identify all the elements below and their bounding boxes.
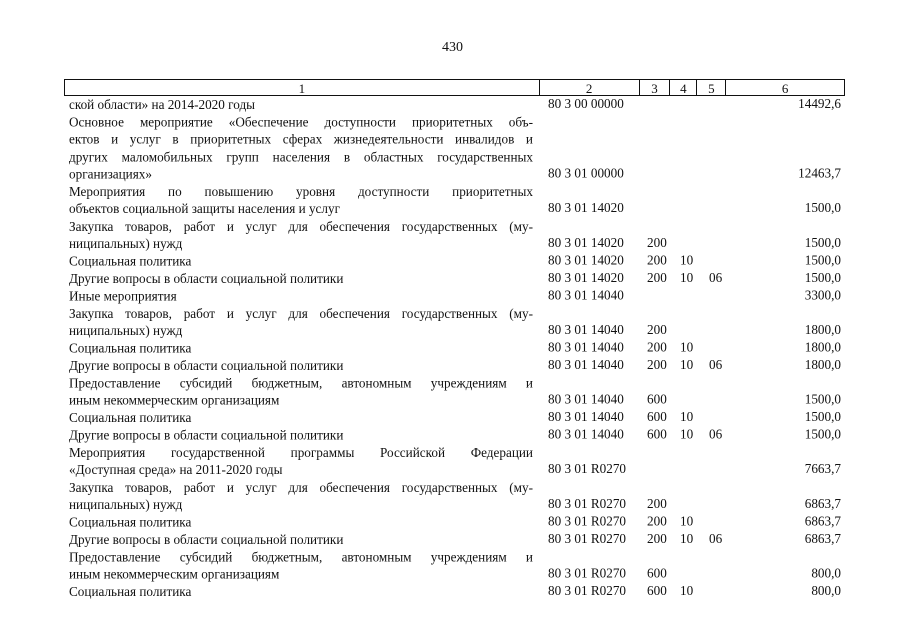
table-row xyxy=(0,374,905,409)
description-line: Другие вопросы в области социальной политики xyxy=(69,358,344,373)
row-col-3: 600 xyxy=(647,426,667,442)
table-row xyxy=(0,96,905,113)
row-col-3: 200 xyxy=(647,235,667,251)
row-description xyxy=(69,287,533,304)
description-line: Иные мероприятия xyxy=(69,288,177,304)
row-amount: 1500,0 xyxy=(804,391,841,407)
row-code: 80 3 01 14040 xyxy=(548,339,624,355)
row-col-5: 06 xyxy=(709,426,723,442)
header-col-3: 3 xyxy=(640,80,671,95)
row-col-3: 200 xyxy=(647,531,667,546)
header-col-2: 2 xyxy=(540,80,640,95)
row-col-3: 600 xyxy=(647,391,667,407)
description-line: других маломобильных групп населения в областных государственных xyxy=(69,149,533,165)
description-line: иным некоммерческим организациям xyxy=(69,392,280,408)
row-description xyxy=(69,270,533,287)
row-description xyxy=(69,427,533,444)
header-col-4: 4 xyxy=(670,80,697,95)
row-col-3: 200 xyxy=(647,252,667,268)
row-description xyxy=(69,548,533,583)
row-col-3: 200 xyxy=(647,357,667,372)
row-code: 80 3 01 14040 xyxy=(548,357,624,372)
table-row xyxy=(0,427,905,444)
header-col-1: 1 xyxy=(65,80,540,95)
row-code: 80 3 01 R0270 xyxy=(548,583,627,599)
row-description xyxy=(69,409,533,426)
row-description xyxy=(69,531,533,548)
row-amount: 1500,0 xyxy=(804,235,841,251)
description-line: объектов социальной защиты населения и услуг xyxy=(69,201,340,217)
row-col-5: 06 xyxy=(709,531,723,546)
description-line: иным некоммерческим организациям xyxy=(69,566,280,582)
description-line: Социальная политика xyxy=(69,253,192,269)
row-code: 80 3 01 R0270 xyxy=(548,565,627,581)
row-code: 80 3 01 14020 xyxy=(548,270,624,285)
row-col-5: 06 xyxy=(709,270,723,285)
row-amount: 800,0 xyxy=(811,565,841,581)
row-code: 80 3 00 00000 xyxy=(548,96,624,111)
row-amount: 12463,7 xyxy=(798,165,841,181)
description-line: Другие вопросы в области социальной политики xyxy=(69,427,344,443)
header-col-5: 5 xyxy=(697,80,726,95)
row-col-3: 200 xyxy=(647,496,667,512)
row-amount: 1500,0 xyxy=(804,409,841,425)
row-description xyxy=(69,305,533,340)
description-line: ской области» на 2014-2020 годы xyxy=(69,97,256,112)
row-description xyxy=(69,444,533,479)
row-code: 80 3 01 14020 xyxy=(548,200,624,216)
table-row xyxy=(0,253,905,270)
row-col-3: 200 xyxy=(647,322,667,338)
row-col-4: 10 xyxy=(680,357,694,372)
row-amount: 6863,7 xyxy=(804,496,841,512)
row-col-3: 200 xyxy=(647,513,667,529)
row-amount: 14492,6 xyxy=(798,96,841,111)
table-row xyxy=(0,514,905,531)
page-number: 430 xyxy=(442,40,463,55)
row-amount: 6863,7 xyxy=(804,513,841,529)
row-code: 80 3 01 00000 xyxy=(548,165,624,181)
row-col-3: 600 xyxy=(647,583,667,599)
description-line: ниципальных) нужд xyxy=(69,323,183,339)
row-description xyxy=(69,253,533,270)
row-col-4: 10 xyxy=(680,339,694,355)
description-line: Предоставление субсидий бюджетным, автономным учреждениям и xyxy=(69,375,533,391)
row-col-4: 10 xyxy=(680,583,694,599)
row-code: 80 3 01 14020 xyxy=(548,235,624,251)
row-amount: 7663,7 xyxy=(804,461,841,477)
description-line: Другие вопросы в области социальной политики xyxy=(69,532,344,547)
row-code: 80 3 01 R0270 xyxy=(548,513,627,529)
row-amount: 1800,0 xyxy=(804,357,841,372)
description-line: Закупка товаров, работ и услуг для обеспечения государственных (му- xyxy=(69,479,533,495)
row-description xyxy=(69,514,533,531)
row-col-5: 06 xyxy=(709,357,723,372)
row-amount: 3300,0 xyxy=(804,287,841,303)
row-amount: 1500,0 xyxy=(804,200,841,216)
description-line: ниципальных) нужд xyxy=(69,236,183,252)
row-code: 80 3 01 R0270 xyxy=(548,531,627,546)
row-description xyxy=(69,183,533,218)
row-col-4: 10 xyxy=(680,426,694,442)
table-row xyxy=(0,357,905,374)
row-amount: 1500,0 xyxy=(804,252,841,268)
table-row xyxy=(0,548,905,583)
row-code: 80 3 01 14040 xyxy=(548,287,624,303)
row-amount: 1800,0 xyxy=(804,322,841,338)
description-line: организациях» xyxy=(69,166,152,182)
table-row xyxy=(0,305,905,340)
row-description xyxy=(69,218,533,253)
description-line: «Доступная среда» на 2011-2020 годы xyxy=(69,462,283,478)
description-line: Мероприятия по повышению уровня доступности приоритетных xyxy=(69,184,533,199)
row-amount: 1500,0 xyxy=(804,426,841,442)
row-code: 80 3 01 14020 xyxy=(548,252,624,268)
row-description xyxy=(69,340,533,357)
row-col-4: 10 xyxy=(680,270,694,285)
description-line: Социальная политика xyxy=(69,410,192,426)
row-col-4: 10 xyxy=(680,252,694,268)
row-amount: 1500,0 xyxy=(804,270,841,285)
row-code: 80 3 01 R0270 xyxy=(548,496,627,512)
row-col-4: 10 xyxy=(680,513,694,529)
row-description xyxy=(69,583,533,600)
table-row xyxy=(0,444,905,479)
row-amount: 800,0 xyxy=(811,583,841,599)
row-description xyxy=(69,113,533,183)
row-code: 80 3 01 14040 xyxy=(548,409,624,425)
row-col-3: 200 xyxy=(647,270,667,285)
table-row xyxy=(0,409,905,426)
row-description xyxy=(69,374,533,409)
row-description xyxy=(69,479,533,514)
row-col-3: 600 xyxy=(647,409,667,425)
description-line: Закупка товаров, работ и услуг для обеспечения государственных (му- xyxy=(69,305,533,321)
description-line: Социальная политика xyxy=(69,514,192,530)
description-line: ектов и услуг в приоритетных сферах жизнедеятельности инвалидов и xyxy=(69,131,533,147)
table-row xyxy=(0,479,905,514)
row-description xyxy=(69,357,533,374)
description-line: Закупка товаров, работ и услуг для обеспечения государственных (му- xyxy=(69,218,533,234)
table-row xyxy=(0,531,905,548)
table-row xyxy=(0,583,905,600)
description-line: Другие вопросы в области социальной политики xyxy=(69,271,344,286)
description-line: Предоставление субсидий бюджетным, автономным учреждениям и xyxy=(69,549,533,565)
row-amount: 1800,0 xyxy=(804,339,841,355)
row-amount: 6863,7 xyxy=(804,531,841,546)
row-code: 80 3 01 14040 xyxy=(548,426,624,442)
table-row xyxy=(0,287,905,304)
row-code: 80 3 01 R0270 xyxy=(548,461,627,477)
table-row xyxy=(0,270,905,287)
row-col-4: 10 xyxy=(680,531,694,546)
row-col-4: 10 xyxy=(680,409,694,425)
row-code: 80 3 01 14040 xyxy=(548,391,624,407)
row-code: 80 3 01 14040 xyxy=(548,322,624,338)
table-header xyxy=(64,79,845,96)
description-line: Социальная политика xyxy=(69,340,192,356)
table-row xyxy=(0,113,905,183)
table-row xyxy=(0,218,905,253)
table-row xyxy=(0,340,905,357)
description-line: Основное мероприятие «Обеспечение доступности приоритетных объ- xyxy=(69,114,533,130)
row-col-3: 200 xyxy=(647,339,667,355)
description-line: Социальная политика xyxy=(69,584,192,600)
description-line: ниципальных) нужд xyxy=(69,497,183,513)
table-row xyxy=(0,183,905,218)
header-col-6: 6 xyxy=(781,81,789,96)
row-description xyxy=(69,96,533,113)
description-line: Мероприятия государственной программы Российской Федерации xyxy=(69,445,533,460)
row-col-3: 600 xyxy=(647,565,667,581)
